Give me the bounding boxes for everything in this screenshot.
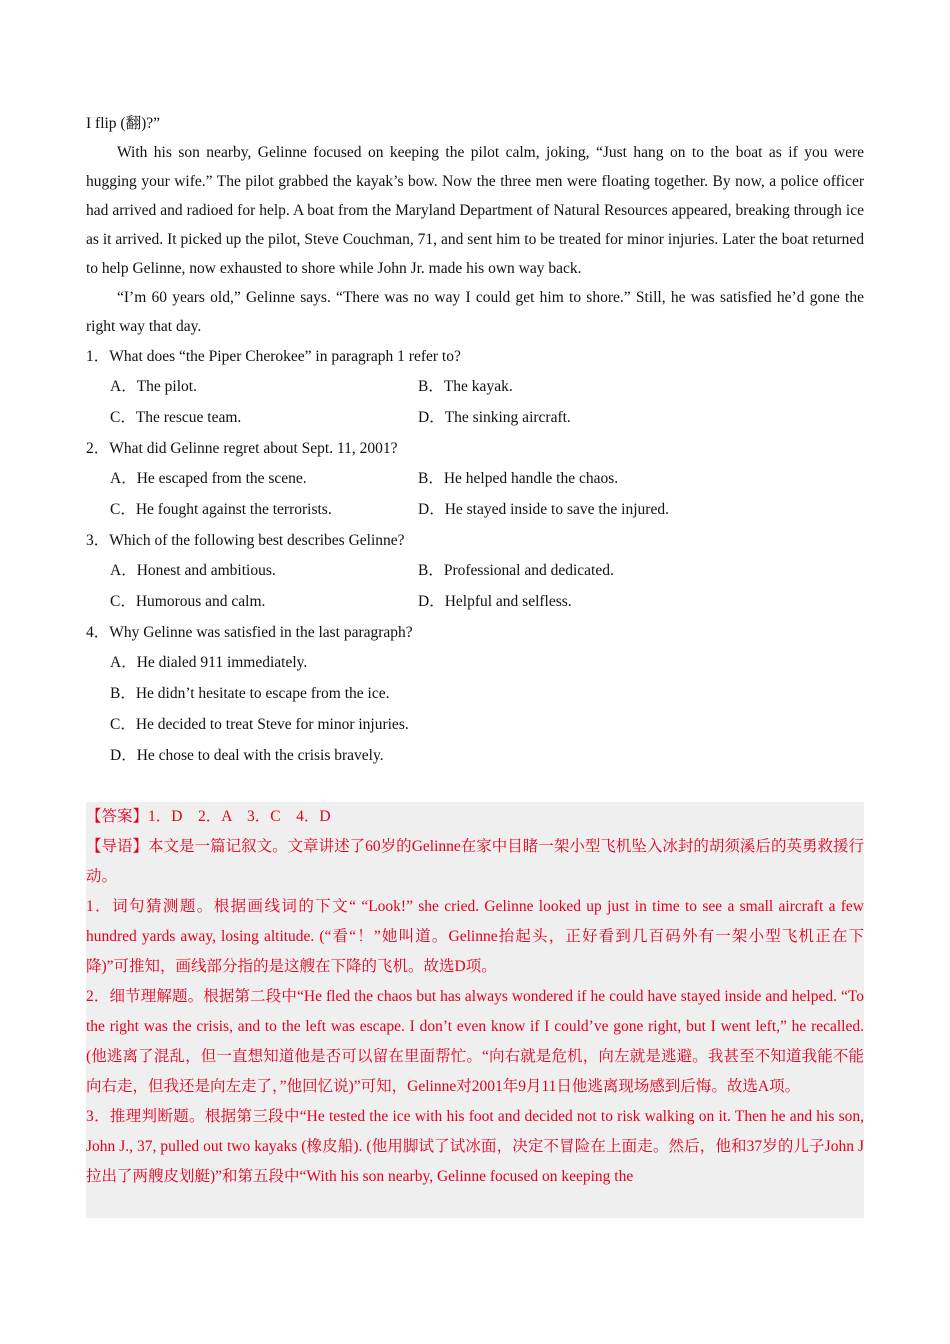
explanation-3: 3．推理判断题。根据第三段中“He tested the ice with his foot and decided not to risk walking on it. Then he and his son, John J., 37, pulled out two kayaks (橡皮船). (他用脚试了试冰面，决定不冒险在上面走。然后，他和37岁的儿子John J拉出了两艘皮划艇)”和第五段中“With his son nearby, Gelinne focused on keeping the bbox=[86, 1108, 864, 1185]
answer-section bbox=[86, 802, 864, 1192]
option-a: A．He escaped from the scene. bbox=[110, 470, 307, 487]
option-list bbox=[86, 555, 864, 617]
passage-paragraph: “I’m 60 years old,” Gelinne says. “There was no way I could get him to shore.” Still, he was satisfied he’d gone the right way that day. bbox=[86, 289, 864, 335]
option-c: C．Humorous and calm. bbox=[110, 593, 266, 610]
option-c: C．He fought against the terrorists. bbox=[110, 501, 332, 518]
passage-paragraph: With his son nearby, Gelinne focused on keeping the pilot calm, joking, “Just hang on to the boat as if you were hugging your wife.” The pilot grabbed the kayak’s bow. Now the three men were floating together. By now, a police officer had arrived and radioed for help. A boat from the Maryland Department of Natural Resources appeared, breaking through ice as it arrived. It picked up the pilot, Steve Couchman, 71, and sent him to be treated for minor injuries. Later the boat returned to help Gelinne, now exhausted to shore while John Jr. made his own way back. bbox=[86, 144, 864, 277]
answer-key: 【答案】1．D 2．A 3．C 4．D bbox=[86, 808, 331, 825]
passage-fragment: I flip (翻)?” bbox=[86, 115, 161, 132]
question-stem: 2．What did Gelinne regret about Sept. 11, 2001? bbox=[86, 440, 398, 457]
option-d: D．He chose to deal with the crisis bravely. bbox=[110, 747, 384, 764]
option-c: C．The rescue team. bbox=[110, 409, 242, 426]
option-a: A．Honest and ambitious. bbox=[110, 562, 276, 579]
document-page bbox=[86, 109, 864, 771]
question-stem: 3．Which of the following best describes Gelinne? bbox=[86, 532, 405, 549]
question-2 bbox=[86, 434, 864, 525]
question-3 bbox=[86, 526, 864, 617]
option-c: C．He decided to treat Steve for minor injuries. bbox=[110, 716, 409, 733]
option-list bbox=[86, 647, 864, 771]
option-b: B．He didn’t hesitate to escape from the ice. bbox=[110, 685, 390, 702]
option-b: B．He helped handle the chaos. bbox=[418, 470, 619, 487]
option-d: D．Helpful and selfless. bbox=[418, 593, 572, 610]
option-b: B．Professional and dedicated. bbox=[418, 562, 614, 579]
explanation-1: 1．词句猜测题。根据画线词的下文“ “Look!” she cried. Gelinne looked up just in time to see a small aircraft a few hundred yards away, losing altitude. (“看“！”她叫道。Gelinne抬起头，正好看到几百码外有一架小型飞机正在下降)”可推知，画线部分指的是这艘在下降的飞机。故选D项。 bbox=[86, 898, 864, 975]
explanation-2: 2．细节理解题。根据第二段中“He fled the chaos but has always wondered if he could have stayed inside and helped. “To the right was the crisis, and to the left was escape. I don’t even know if I could’ve gone right, but I went left,” he recalled. (他逃离了混乱，但一直想知道他是否可以留在里面帮忙。“向右就是危机，向左就是逃避。我甚至不知道我能不能向右走，但我还是向左走了，”他回忆说)”可知，Gelinne对2001年9月11日他逃离现场感到后悔。故选A项。 bbox=[86, 988, 864, 1095]
question-stem: 4．Why Gelinne was satisfied in the last paragraph? bbox=[86, 624, 413, 641]
option-d: D．The sinking aircraft. bbox=[418, 409, 571, 426]
option-a: A．He dialed 911 immediately. bbox=[110, 654, 308, 671]
option-list bbox=[86, 463, 864, 525]
question-stem: 1．What does “the Piper Cherokee” in paragraph 1 refer to? bbox=[86, 348, 461, 365]
question-1 bbox=[86, 342, 864, 433]
option-a: A．The pilot. bbox=[110, 378, 197, 395]
question-4 bbox=[86, 618, 864, 771]
answer-intro: 【导语】本文是一篇记叙文。文章讲述了60岁的Gelinne在家中目睹一架小型飞机坠入冰封的胡须溪后的英勇救援行动。 bbox=[86, 838, 864, 885]
option-d: D．He stayed inside to save the injured. bbox=[418, 501, 669, 518]
option-list bbox=[86, 371, 864, 433]
option-b: B．The kayak. bbox=[418, 378, 513, 395]
